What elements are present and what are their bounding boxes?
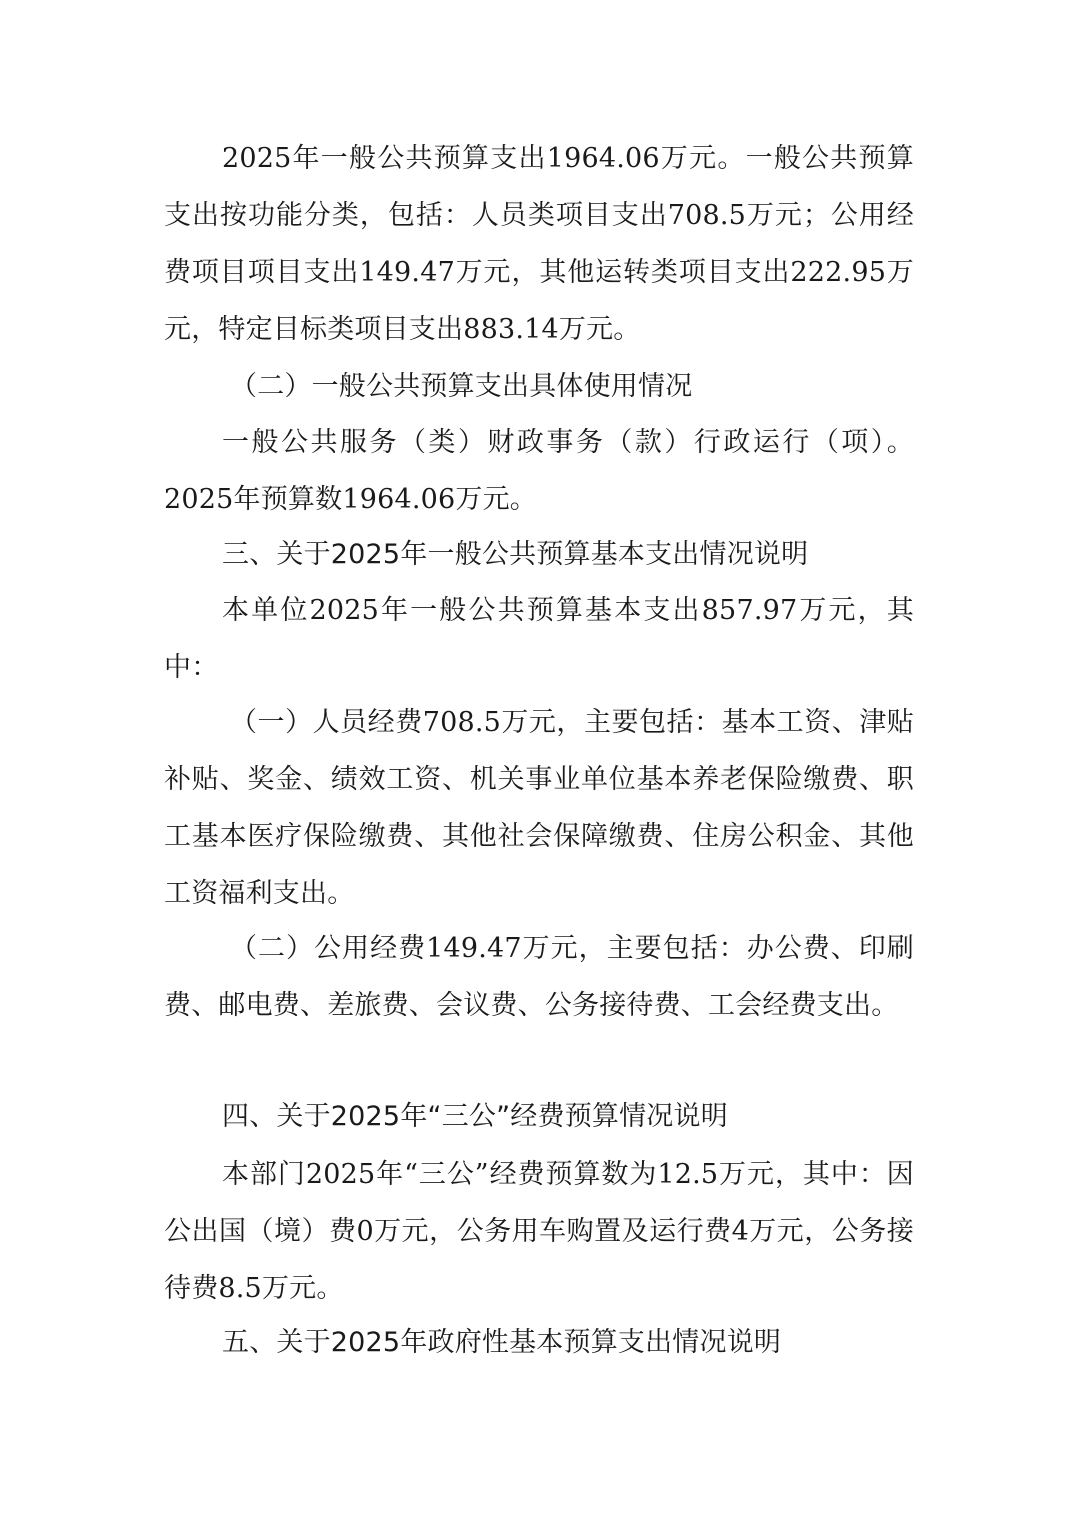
heading-section-five: 五、关于2025年政府性基本预算支出情况说明 bbox=[222, 1327, 782, 1358]
paragraph-three-public: 本部门2025年“三公”经费预算数为12.5万元，其中：因公出国（境）费0万元，公务用车购置及运行费4万元，公务接待费8.5万元。 bbox=[164, 1159, 914, 1304]
paragraph-basic-expenditure: 本单位2025年一般公共预算基本支出857.97万元，其中： bbox=[164, 595, 914, 683]
paragraph-budget-expenditure: 2025年一般公共预算支出1964.06万元。一般公共预算支出按功能分类，包括：人员类项目支出708.5万元；公用经费项目项目支出149.47万元，其他运转类项目支出222.95万元，特定目标类项目支出883.14万元。 bbox=[164, 143, 914, 345]
heading-section-four: 四、关于2025年“三公”经费预算情况说明 bbox=[222, 1101, 728, 1132]
paragraph-general-service: 一般公共服务（类）财政事务（款）行政运行（项）。2025年预算数1964.06万元。 bbox=[164, 427, 914, 515]
subheading-usage: （二）一般公共预算支出具体使用情况 bbox=[230, 371, 693, 402]
paragraph-personnel-expense: （一）人员经费708.5万元，主要包括：基本工资、津贴补贴、奖金、绩效工资、机关事业单位基本养老保险缴费、职工基本医疗保险缴费、其他社会保障缴费、住房公积金、其他工资福利支出。 bbox=[164, 707, 914, 909]
heading-section-three: 三、关于2025年一般公共预算基本支出情况说明 bbox=[222, 539, 809, 570]
paragraph-public-expense: （二）公用经费149.47万元，主要包括：办公费、印刷费、邮电费、差旅费、会议费、公务接待费、工会经费支出。 bbox=[164, 933, 914, 1021]
